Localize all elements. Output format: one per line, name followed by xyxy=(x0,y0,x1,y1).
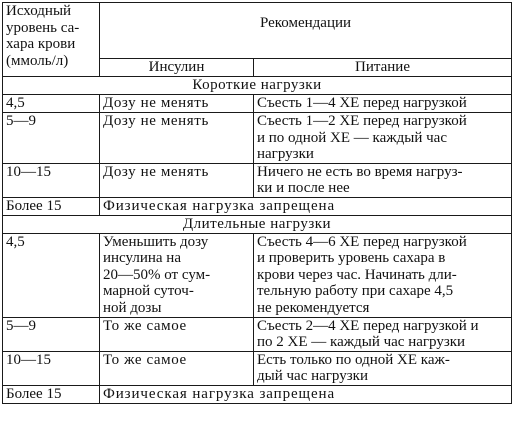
recommendation-table xyxy=(2,2,512,404)
table-row xyxy=(3,197,512,215)
nutrition-line: тельную работу при сахаре 4,5 xyxy=(257,283,454,299)
nutrition-line: Съесть 4—6 ХЕ перед нагрузкой xyxy=(257,233,467,250)
sugar-level-cell: Более 15 xyxy=(3,385,100,403)
insulin-line: инсулина на xyxy=(103,250,181,266)
insulin-line: То же самое xyxy=(103,317,187,334)
initial-level-header xyxy=(3,3,100,77)
recommendations-header: Рекомендации xyxy=(100,3,512,59)
insulin-line: 20—50% от сум- xyxy=(103,266,211,283)
initial-level-header-line: (ммоль/л) xyxy=(6,52,69,69)
nutrition-cell xyxy=(254,163,512,197)
nutrition-cell xyxy=(254,351,512,385)
nutrition-line: ки и после нее xyxy=(257,180,350,196)
initial-level-header-line: Исходный xyxy=(6,3,72,19)
table-row xyxy=(3,95,512,113)
insulin-line: То же самое xyxy=(103,351,187,368)
insulin-line: Уменьшить дозу xyxy=(103,233,209,250)
table-row xyxy=(3,113,512,164)
nutrition-line: Съесть 1—2 ХЕ перед нагрузкой xyxy=(257,113,467,129)
table-row xyxy=(3,233,512,317)
insulin-cell xyxy=(100,233,254,317)
section-title: Длительные нагрузки xyxy=(3,215,512,233)
sugar-level-cell: 5—9 xyxy=(3,113,100,164)
initial-level-header-line: хара крови xyxy=(6,36,76,52)
insulin-cell xyxy=(100,95,254,113)
sugar-level-cell: 5—9 xyxy=(3,317,100,351)
insulin-cell xyxy=(100,113,254,164)
insulin-line: ной дозы xyxy=(103,299,162,316)
load-forbidden-cell: Физическая нагрузка запрещена xyxy=(100,197,512,215)
nutrition-cell xyxy=(254,113,512,164)
table-row xyxy=(3,351,512,385)
insulin-cell xyxy=(100,317,254,351)
insulin-line: Дозу не менять xyxy=(103,95,209,111)
nutrition-cell xyxy=(254,95,512,113)
insulin-cell xyxy=(100,351,254,385)
section-row-long-loads xyxy=(3,215,512,233)
insulin-line: Дозу не менять xyxy=(103,163,209,180)
nutrition-line: Съесть 1—4 ХЕ перед нагрузкой xyxy=(257,95,467,111)
nutrition-header: Питание xyxy=(254,59,512,77)
initial-level-header-line: уровень са- xyxy=(6,19,80,36)
nutrition-line: и по одной ХЕ — каждый час xyxy=(257,129,447,146)
nutrition-line: по 2 ХЕ — каждый час нагрузки xyxy=(257,334,466,350)
nutrition-line: дый час нагрузки xyxy=(257,368,368,384)
nutrition-line: Ничего не есть во время нагруз- xyxy=(257,163,463,180)
nutrition-line: Есть только по одной ХЕ каж- xyxy=(257,351,450,368)
table-row xyxy=(3,385,512,403)
nutrition-line: крови через час. Начинать дли- xyxy=(257,266,457,283)
nutrition-line: нагрузки xyxy=(257,146,314,162)
section-row-short-loads xyxy=(3,77,512,95)
insulin-line: Дозу не менять xyxy=(103,113,209,129)
nutrition-cell xyxy=(254,317,512,351)
section-title: Короткие нагрузки xyxy=(3,77,512,95)
load-forbidden-cell: Физическая нагрузка запрещена xyxy=(100,385,512,403)
nutrition-line: Съесть 2—4 ХЕ перед нагрузкой и xyxy=(257,317,479,334)
sugar-level-cell: 10—15 xyxy=(3,351,100,385)
nutrition-line: не рекомендуется xyxy=(257,299,370,316)
table-row xyxy=(3,317,512,351)
insulin-cell xyxy=(100,163,254,197)
header-row xyxy=(3,3,512,59)
sugar-level-cell: 4,5 xyxy=(3,233,100,317)
nutrition-line: и проверить уровень сахара в xyxy=(257,250,446,266)
sugar-level-cell: 4,5 xyxy=(3,95,100,113)
nutrition-cell xyxy=(254,233,512,317)
sugar-level-cell: 10—15 xyxy=(3,163,100,197)
insulin-line: марной суточ- xyxy=(103,283,194,299)
sugar-level-cell: Более 15 xyxy=(3,197,100,215)
insulin-header: Инсулин xyxy=(100,59,254,77)
table-row xyxy=(3,163,512,197)
